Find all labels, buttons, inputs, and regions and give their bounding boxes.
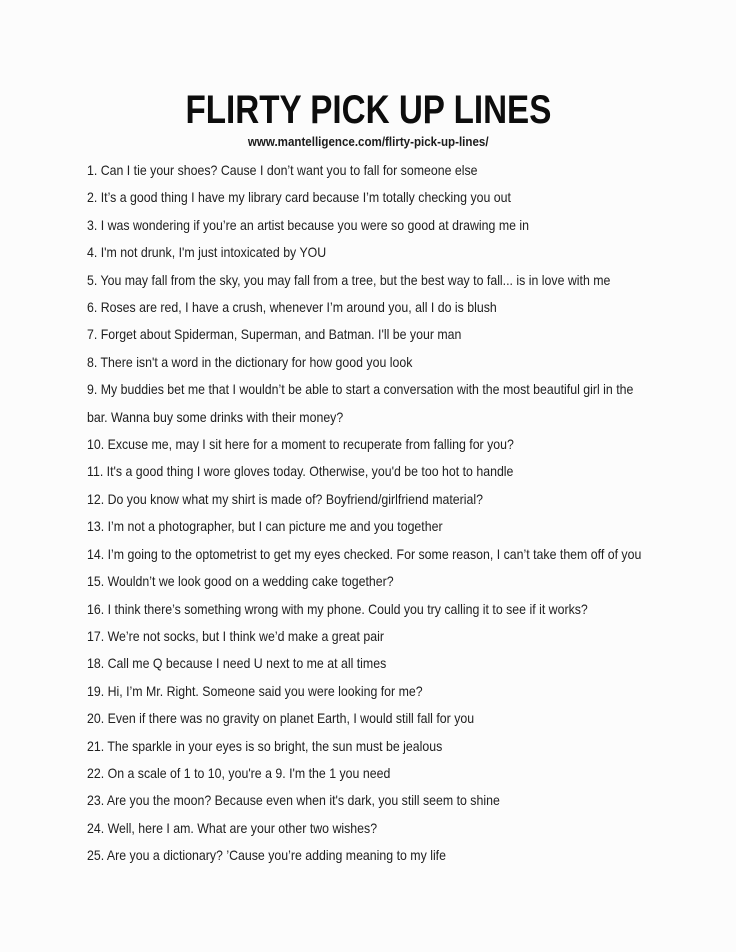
list-item: 5. You may fall from the sky, you may fall from a tree, but the best way to fall... is in love with me — [87, 271, 611, 288]
source-url — [0, 134, 736, 150]
list-item: 8. There isn't a word in the dictionary for how good you look — [87, 353, 413, 370]
list-item: 20. Even if there was no gravity on planet Earth, I would still fall for you — [87, 710, 475, 727]
list-item: 13. I’m not a photographer, but I can picture me and you together — [87, 518, 443, 535]
source-url-text: www.mantelligence.com/flirty-pick-up-lines/ — [247, 134, 489, 149]
page-title — [0, 90, 736, 130]
list-item: 21. The sparkle in your eyes is so bright, the sun must be jealous — [87, 737, 443, 754]
list-item: 24. Well, here I am. What are your other two wishes? — [87, 819, 378, 836]
list-item: 1. Can I tie your shoes? Cause I don’t want you to fall for someone else — [87, 162, 478, 178]
list-item: 18. Call me Q because I need U next to me at all times — [87, 655, 387, 672]
list-item: 14. I’m going to the optometrist to get my eyes checked. For some reason, I can’t take them off of you — [87, 545, 642, 562]
list-item: 19. Hi, I’m Mr. Right. Someone said you were looking for me? — [87, 682, 423, 699]
list-item: 2. It’s a good thing I have my library card because I’m totally checking you out — [87, 189, 511, 206]
list-item: 12. Do you know what my shirt is made of? Boyfriend/girlfriend material? — [87, 490, 484, 507]
pickup-lines-list — [87, 157, 648, 870]
list-item: 10. Excuse me, may I sit here for a moment to recuperate from falling for you? — [87, 436, 514, 453]
list-item: 22. On a scale of 1 to 10, you're a 9. I'm the 1 you need — [87, 764, 391, 781]
list-item: 25. Are you a dictionary? ’Cause you’re adding meaning to my life — [87, 847, 446, 864]
list-item: 11. It's a good thing I wore gloves today. Otherwise, you'd be too hot to handle — [87, 463, 514, 480]
list-item: 6. Roses are red, I have a crush, whenever I’m around you, all I do is blush — [87, 299, 497, 316]
list-item: 17. We’re not socks, but I think we’d make a great pair — [87, 627, 384, 644]
list-item: 9. My buddies bet me that I wouldn’t be able to start a conversation with the most beautiful girl in the bar. Wanna buy some drinks with their money? — [87, 381, 634, 425]
list-item: 7. Forget about Spiderman, Superman, and Batman. I'll be your man — [87, 326, 462, 343]
list-item: 3. I was wondering if you’re an artist because you were so good at drawing me in — [87, 216, 530, 233]
list-item: 16. I think there’s something wrong with my phone. Could you try calling it to see if it works? — [87, 600, 588, 617]
list-item: 23. Are you the moon? Because even when it's dark, you still seem to shine — [87, 792, 500, 809]
page-title-text: FLIRTY PICK UP LINES — [185, 88, 551, 132]
list-item: 15. Wouldn’t we look good on a wedding cake together? — [87, 573, 394, 590]
list-item: 4. I'm not drunk, I'm just intoxicated by YOU — [87, 244, 327, 261]
